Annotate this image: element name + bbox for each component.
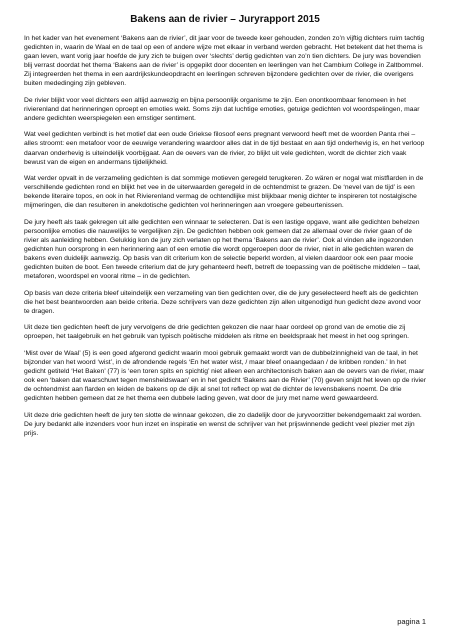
paragraph-winner: Uit deze drie gedichten heeft de jury ten slotte de winnaar gekozen, die zo dadelijk door de juryvoorzitter bekendgemaakt zal worden. De jury bedankt alle inzenders voor hun inzet en inspiratie en wenst de schrijver van het prijswinnende gedicht veel plezier met zijn prijs. (24, 411, 422, 437)
paragraph-river-organism: De rivier blijkt voor veel dichters een altijd aanwezig en bijna persoonlijk organisme te zijn. Een onontkoombaar fenomeen in het rivierenland dat herinneringen oproept en emoties wekt. Soms zijn dat luchtige emoties, getuige gedichten vol woordspelingen, maar andere gedichten weerspiegelen een ernstiger sentiment. (24, 96, 420, 122)
page-number: pagina 1 (397, 617, 426, 626)
paragraph-poem-discussion: ‘Mist over de Waal’ (5) is een goed afgerond gedicht waarin mooi gebruik gemaakt wordt van de dubbelzinnigheid van de taal, in het bijzonder van het woord ‘wist’, in de afrondende regels ‘En het water wist, / maar bleef onaangedaan / de kribben ronden.’ In het gedicht getiteld ‘Het Baken’ (77) is ‘een toren spits en spichtig’ niet alleen een architectonisch baken aan de oevers van de rivier, maar ook een ‘baken dat waarschuwt tegen mensheidswaan’ en in het gedicht ‘Bakens aan de Rivier’ (70) geven snijdt het leven op de rivier de ochtendmist aan flarden en leiden de bakens op de dijk al snel tot reflect op wat de dichter de levensbakens noemt. De drie gedichten hebben gemeen dat ze het thema een dubbele lading geven, wat door de jury met name werd gewaardeerd. (24, 349, 426, 403)
paragraph-recurring-motifs: Wat verder opvalt in de verzameling gedichten is dat sommige motieven geregeld terugkeren. Zo wären er nogal wat mistflarden in de verschillende gedichten rond en blijkt het vee in de uiterwaarden geregeld in de ochtendmist te grazen. De ‘nevel van de tijd’ is een bekende literaire topos, en ook in het Rivierenland vermag de ochtendlijke mist blijkbaar menig dichter te inspireren tot nostalgische mijmeringen, die dan resulteren in anekdotische gedichten vol herinneringen aan vroegere gebeurtenissen. (24, 175, 424, 210)
paragraph-intro: In het kader van het evenement ‘Bakens aan de rivier’, dit jaar voor de tweede keer gehouden, zonden zo’n vijftig dichters ruim tachtig gedichten in, waarin de Waal en de taal op een of andere wijze met elkaar in verband werden gebracht. Het betekent dat het thema is gaan leven, want vorig jaar hoefde de jury zich te buigen over ‘slechts’ dertig gedichten van zo’n tien dichters. De jury was bovendien blij verrast doordat het thema ‘Bakens aan de rivier’ is opgepikt door docenten en leerlingen van het Cambium College in Zaltbommel. Zij integreerden het thema in een aardrijkskundeopdracht en leerlingen schreven bijzondere gedichten over de rivier, die overigens buiten mededinging zijn gebleven. (24, 35, 425, 88)
paragraph-selection: Op basis van deze criteria bleef uiteindelijk een verzameling van tien gedichten over, die de jury geselecteerd heeft als de gedichten die het best beantwoorden aan beide criteria. Deze schrijvers van deze gedichten zijn allen uitgenodigd hun gedicht deze avond voor te dragen. (24, 289, 422, 315)
paragraph-panta-rhei: Wat veel gedichten verbindt is het motief dat een oude Griekse filosoof eens pregnant verwoord heeft met de woorden Panta rhei – alles stroomt: een metafoor voor de eeuwige verandering waardoor alles dat in de tijd bestaat en aan tijd onderhevig is, en het verloop daarvan onderhevig is uiteindelijk voorbijgaat. Aan de oevers van de rivier, zo blijkt uit vele gedichten, wordt de dichter zich vaak bewust van de eigen en andermans tijdelijkheid. (24, 131, 425, 166)
paragraph-jury-task: De jury heeft als taak gekregen uit alle gedichten een winnaar te selecteren. Dat is een lastige opgave, want alle gedichten behelzen persoonlijke emoties die nauwelijks te vergelijken zijn. De gedichten hebben ook gemeen dat ze allemaal over de rivier gaan of de rivier als aanleiding hebben. Gelukkig kon de jury zich verlaten op het thema ‘Bakens aan de rivier’. Ook al vinden alle ingezonden gedichten hun oorsprong in een herinnering aan of een emotie die wordt opgeroepen door de rivier, niet in alle gedichten waren de bakens even duidelijk aanwezig. Op basis van dit criterium kon de selectie beperkt worden, al vielen daardoor ook een paar mooie gedichten buiten de boot. Een tweede criterium dat de jury gehanteerd heeft, betreft de toepassing van de poëtische middelen – taal, metaforen, woordspel en vooral ritme – in de gedichten. (24, 218, 421, 281)
document-title: Bakens aan de rivier – Juryrapport 2015 (130, 14, 320, 25)
paragraph-three-poems: Uit deze tien gedichten heeft de jury vervolgens de drie gedichten gekozen die naar haar oordeel op grond van de emotie die zij oproepen, het taalgebruik en het gebruik van typisch poëtische middelen als ritme en beeldspraak het meest in het oog springen. (24, 324, 409, 341)
